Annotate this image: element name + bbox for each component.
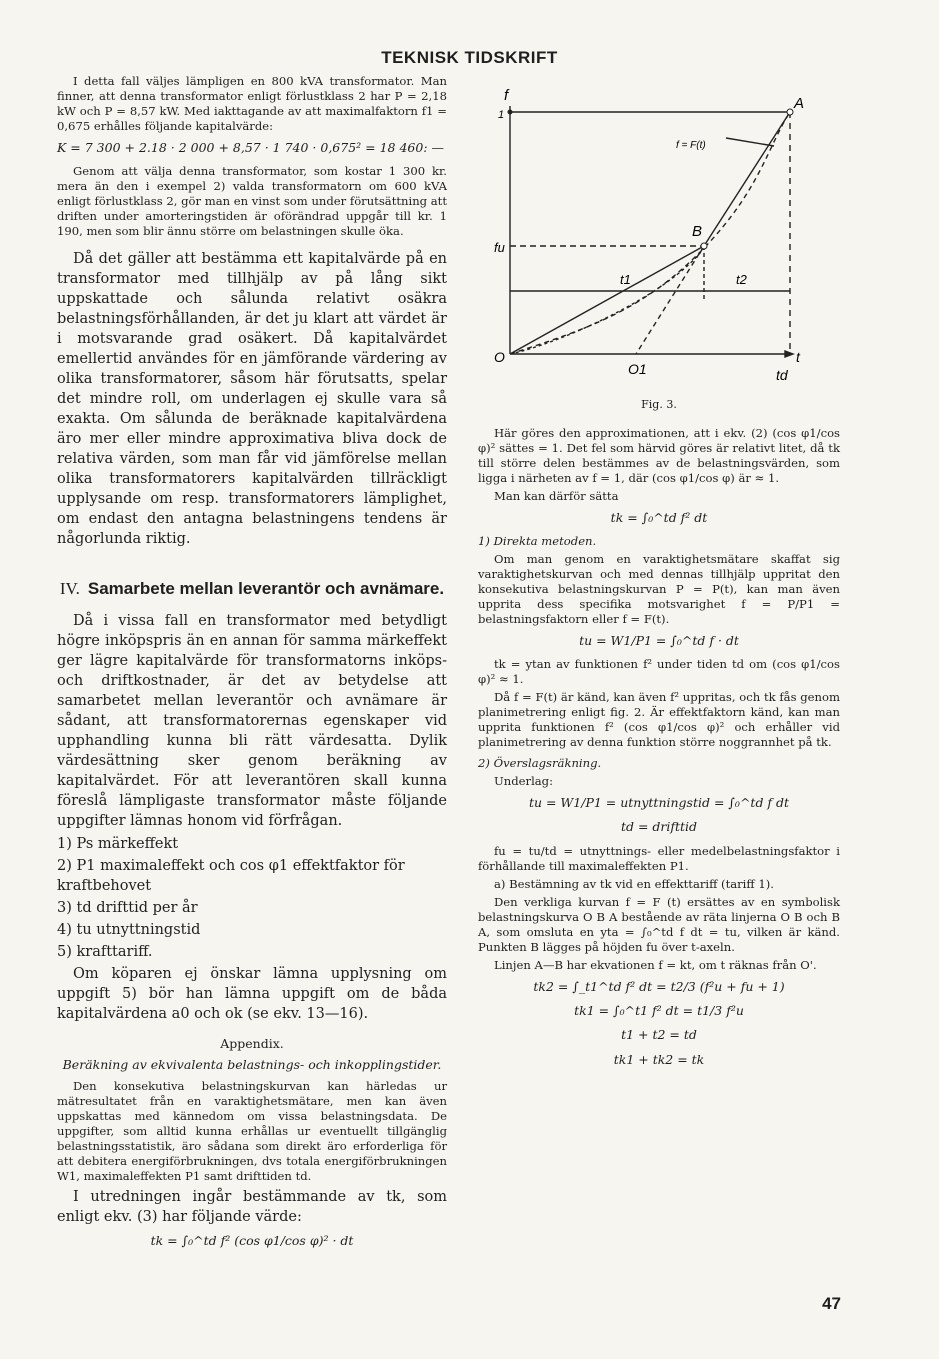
label-a: A	[794, 95, 805, 112]
paragraph: Här göres den approximationen, att i ekv. (2) (cos φ1/cos φ)² sättes = 1. Det fel som härvid göres är relativt litet, då tk till större delen bestämmes av de belastningsvärden, som ligga i närheten av f = 1, där (cos φ1/cos φ) är ≈ 1.	[478, 425, 840, 485]
paragraph: Då f = F(t) är känd, kan även f² uppritas, och tk fås genom planimetrering enligt fig. 2. Är effektfaktorn känd, kan man uppritа funktionen f² (cos φ1/cos φ)² och erhåller vid planimetrering av denna funktion större noggrannhet på tk.	[478, 690, 840, 750]
paragraph: Om köparen ej önskar lämna upplysning om uppgift 5) bör han lämna uppgift om de båda kapitalvärdena a0 och ok (se ekv. 13—16).	[57, 966, 447, 1023]
line-bo1	[636, 246, 704, 354]
paragraph: I utredningen ingår bestämmande av tk, som enligt ekv. (3) har följande värde:	[57, 1188, 447, 1225]
paragraph: Genom att välja denna transformator, som kostar 1 300 kr. mera än den i exempel 2) valda transformatorn om 600 kVA enligt förlustklass 2, gör man en vinst som under förutsättning att driften under amorteringstiden är oförändrad uppgår till kr. 1 190, men som blir ännu större om belastningen skulle öka.	[57, 164, 447, 239]
label-t2: t2	[736, 272, 747, 287]
equation: tk = ∫₀^td f² (cos φ1/cos φ)² · dt	[150, 1232, 354, 1248]
figure-caption: Fig. 3.	[641, 398, 677, 412]
paragraph: Då det gäller att bestämma ett kapitalvärde på en transformator med tillhjälp av på lång sikt uppskattade och sålunda relativt osäkra belastningsförhållanden, är det ju klart att värdet är i motsvarande grad osäkert. Då kapitalvärdet emellertid användes för en jämförande värdering av olika transformatorer, såsom här förutsatts, spelar det mindre roll, om underlagen ej skulle vara så exakta. Om sålunda de beräknade kapitalvärdena äro mer eller mindre approximativa bliva dock de relativa värden, som man får vid jämförelse mellan olika transformatorers kapitalvärden tillräckligt upplysande om resp. transformatorers lämplighet, om endast den antagna belastningens tendens är någorlunda riktig.	[57, 251, 447, 548]
paragraph: Linjen A—B har ekvationen f = kt, om t räknas från O'.	[494, 957, 817, 972]
equation: tk = ∫₀^td f² dt	[610, 509, 708, 525]
list-item: 2) P1 maximaleffekt och cos φ1 effektfaktor för kraftbehovet	[57, 858, 405, 895]
equation: td = drifttid	[620, 819, 698, 835]
page-number: 47	[822, 1294, 841, 1313]
left-column	[57, 74, 447, 1257]
subheading: 1) Direkta metoden.	[478, 533, 597, 548]
label-curve: f = F(t)	[676, 140, 706, 151]
equation: tk1 + tk2 = tk	[613, 1051, 705, 1067]
requirements-list	[57, 834, 447, 962]
equation: tu = W1/P1 = ∫₀^td f · dt	[579, 632, 739, 648]
label-one: 1	[498, 109, 505, 121]
paragraph: Den konsekutiva belastningskurvan kan härledas ur mätresultatet från en varaktighetsmätare, men kan även uppskattas med kännedom om vissa belastningsdata. De uppgifter, som alltid kunna erhållas ur eventuellt tillgänglig belastningsstatistik, äro sådana som direkt äro erforderliga för att debitera energiförbrukningen, dvs totala energiförbrukningen W1, maximaleffekten P1 samt drifttiden td.	[57, 1078, 447, 1183]
paragraph: Underlag:	[494, 774, 554, 789]
paragraph: Den verkliga kurvan f = F (t) ersättes av en symbolisk belastningskurva O B A bestående av räta linjerna O B och B A, som omsluta en yta = ∫₀^td f dt = tu, vilken är känd. Punkten B lägges på höjden fu över t-axeln.	[478, 894, 840, 954]
label-o: O	[494, 349, 505, 365]
label-b: B	[692, 223, 703, 240]
section-heading	[57, 577, 447, 601]
equation: t1 + t2 = td	[621, 1027, 697, 1043]
section-title: Samarbete mellan leverantör och avnämare.	[87, 579, 445, 599]
line-ba	[704, 112, 790, 246]
paragraph: Man kan därför sätta	[494, 488, 619, 503]
curve-f-of-t	[510, 112, 790, 354]
list-item: 4) tu utnyttningstid	[57, 922, 201, 939]
equation: tk2 = ∫_t1^td f² dt = t2/3 (f²u + fu + 1)	[533, 978, 785, 994]
paragraph: Om man genom en varaktighetsmätare skaffat sig varaktighetskurvan och med dennas tillhjälp uppritat den konsekutiva belastningskurvan P = P(t), kan man även uppritа dess specifika motsvarighet f = P/P1 = belastningsfaktorn eller f = F(t).	[478, 551, 840, 626]
section-number: IV.	[59, 579, 80, 599]
label-fu: fu	[494, 240, 505, 255]
paragraph: Då i vissa fall en transformator med betydligt högre inköpspris än en annan för samma märkeffekt ger lägre kapitalvärde för transformatorns inköps- och driftkostnader, är det av betydelse att samarbetet mellan leverantör och avnämare är sådant, att transformatorernas egenskaper vid upphandling kunna bli rätt värdesatta. Dylik värdesättning sker genom beräkning av kapitalvärdet. För att leverantören skall kunna föreslå lämpligaste transformator måste följande uppgifter lämnas honom vid förfrågan.	[57, 613, 447, 830]
point-b	[701, 243, 707, 249]
subheading: 2) Överslagsräkning.	[478, 756, 602, 771]
paragraph: fu = tu/td = utnyttnings- eller medelbelastningsfaktor i förhållande till maximaleffekten P1.	[478, 843, 840, 873]
equation: tu = W1/P1 = utnyttningstid = ∫₀^td f dt	[528, 795, 790, 811]
appendix-subtitle: Beräkning av ekvivalenta belastnings- och inkopplingstider.	[62, 1056, 442, 1072]
list-item: 5) krafttariff.	[57, 944, 153, 961]
t-axis-arrow-icon	[785, 351, 793, 357]
label-t1: t1	[620, 272, 631, 287]
list-item: 1) Ps märkeffekt	[57, 836, 179, 853]
line-ob	[510, 246, 704, 354]
label-td: td	[776, 367, 788, 383]
appendix-heading: Appendix.	[220, 1036, 284, 1052]
paragraph: a) Bestämning av tk vid en effekttariff (tariff 1).	[494, 876, 774, 891]
point-a	[787, 109, 793, 115]
paragraph: I detta fall väljes lämpligen en 800 kVA transformator. Man finner, att denna transformator enligt förlustklass 2 har P = 2,18 kW och P = 8,57 kW. Med iakttagande av att maximalfaktorn f1 = 0,675 erhålles följande kapitalvärde:	[57, 74, 447, 133]
paragraph: tk = ytan av funktionen f² under tiden td om (cos φ1/cos φ)² ≈ 1.	[478, 657, 840, 687]
figure-3-diagram	[478, 86, 818, 391]
journal-header: TEKNISK TIDSKRIFT	[381, 48, 558, 67]
label-t: t	[796, 349, 800, 365]
right-column	[478, 86, 840, 1076]
point-one	[508, 110, 513, 115]
equation: K = 7 300 + 2.18 · 2 000 + 8,57 · 1 740 · 0,675² = 18 460: —	[57, 140, 445, 155]
label-o1: O1	[628, 361, 647, 377]
list-item: 3) td drifttid per år	[57, 900, 198, 917]
equation: tk1 = ∫₀^t1 f² dt = t1/3 f²u	[574, 1003, 744, 1019]
curve-pointer	[726, 138, 774, 146]
label-f: f	[504, 87, 509, 104]
